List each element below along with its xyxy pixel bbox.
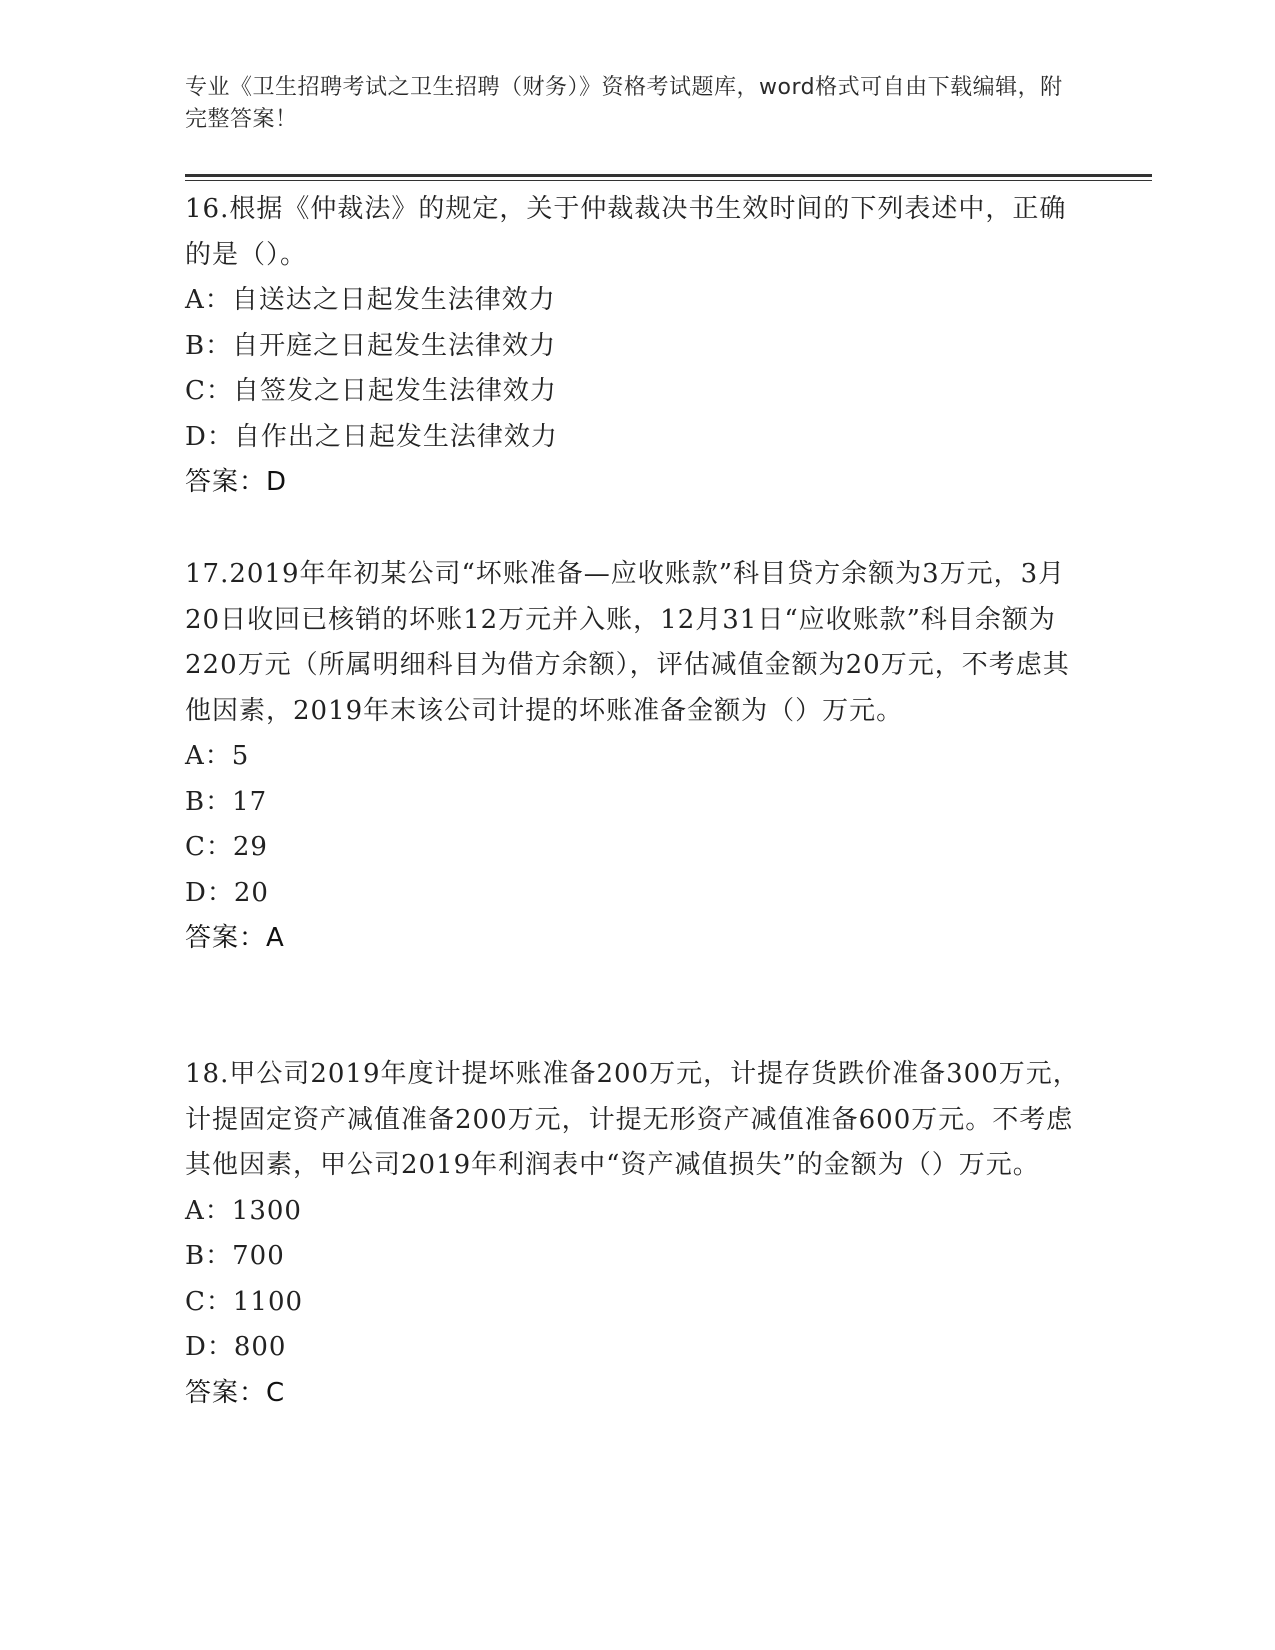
option-a: A：1300 xyxy=(185,1195,302,1226)
option-a: A：5 xyxy=(185,741,250,771)
question-stem: 18.甲公司2019年度计提坏账准备200万元，计提存货跌价准备300万元，计提固定资产减值准备200万元，计提无形资产减值准备600万元。不考虑其他因素，甲公司2019年利润表中“资产减值损失”的金额为（）万元。 xyxy=(185,1059,1080,1180)
option-d: D：20 xyxy=(185,877,269,908)
question-stem: 17.2019年年初某公司“坏账准备—应收账款”科目贷方余额为3万元，3月20日收回已核销的坏账12万元并入账，12月31日“应收账款”科目余额为220万元（所属明细科目为借方余额），评估减值金额为20万元，不考虑其他因素，2019年末该公司计提的坏账准备金额为（）万元。 xyxy=(185,559,1070,726)
header-divider-thin xyxy=(185,180,1152,181)
header-divider-thick xyxy=(185,174,1152,177)
answer-line: 答案：D xyxy=(185,467,288,497)
answer-line: 答案：A xyxy=(185,923,285,953)
option-b: B：17 xyxy=(185,786,268,817)
option-d: D：800 xyxy=(185,1332,287,1362)
option-b: B：自开庭之日起发生法律效力 xyxy=(185,330,557,361)
option-b: B：700 xyxy=(185,1241,285,1271)
option-c: C：29 xyxy=(185,832,268,862)
document-header: 专业《卫生招聘考试之卫生招聘（财务）》资格考试题库，word格式可自由下载编辑，附完整答案！ xyxy=(185,75,1063,132)
question-17 xyxy=(185,552,1085,962)
option-d: D：自作出之日起发生法律效力 xyxy=(185,421,558,452)
question-16 xyxy=(185,187,1085,506)
answer-line: 答案：C xyxy=(185,1377,286,1408)
option-a: A：自送达之日起发生法律效力 xyxy=(185,285,556,315)
option-c: C：自签发之日起发生法律效力 xyxy=(185,376,557,406)
question-18 xyxy=(185,1052,1085,1416)
question-stem: 16.根据《仲裁法》的规定，关于仲裁裁决书生效时间的下列表述中，正确的是（）。 xyxy=(185,194,1067,270)
option-c: C：1100 xyxy=(185,1286,304,1317)
